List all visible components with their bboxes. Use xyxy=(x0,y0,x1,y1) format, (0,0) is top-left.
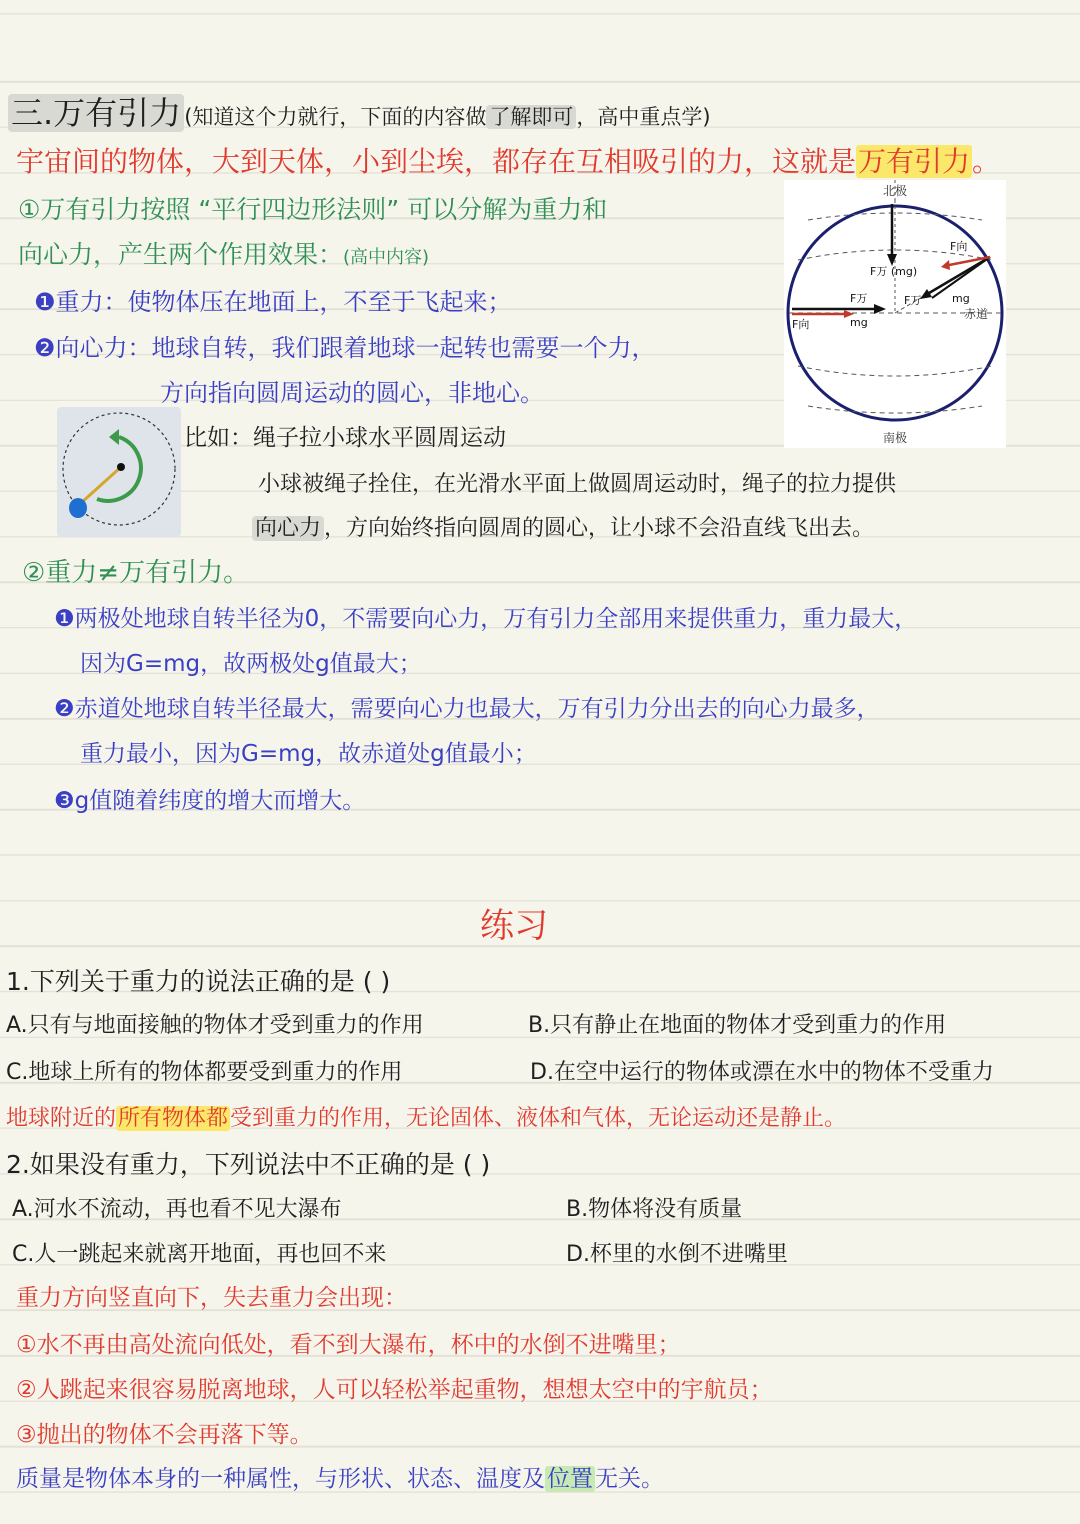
point1-line1: ①万有引力按照 “平行四边形法则” 可以分解为重力和 xyxy=(18,195,608,224)
q2-option-d: D.杯里的水倒不进嘴里 xyxy=(566,1242,788,1267)
example-line1: 小球被绳子拴住，在光滑水平面上做圆周运动时，绳子的拉力提供 xyxy=(258,472,897,497)
point2-title: ②重力≠万有引力。 xyxy=(22,558,250,588)
q2-answer-1: ①水不再由高处流向低处，看不到大瀑布，杯中的水倒不进嘴里； xyxy=(16,1332,681,1358)
q1-option-b: B.只有静止在地面的物体才受到重力的作用 xyxy=(528,1013,947,1038)
q1-option-d: D.在空中运行的物体或漂在水中的物体不受重力 xyxy=(530,1060,994,1085)
string-icon xyxy=(81,467,121,503)
q2-option-c: C.人一跳起来就离开地面，再也回不来 xyxy=(12,1242,387,1267)
point1-centripetal-line1: ❷向心力：地球自转，我们跟着地球一起转也需要一个力， xyxy=(34,334,656,362)
point1-gravity: ❶重力：使物体压在地面上，不至于飞起来； xyxy=(34,288,512,316)
point2-equator-line2: 重力最小，因为G=mg，故赤道处g值最小； xyxy=(80,741,537,767)
latitude-line xyxy=(798,366,992,376)
equator-label: 赤道 xyxy=(964,307,989,321)
q1-option-c: C.地球上所有的物体都要受到重力的作用 xyxy=(6,1060,403,1085)
f-wan-mg-label: F万 (mg) xyxy=(870,265,918,278)
ball-icon xyxy=(69,498,87,518)
point1-centripetal-line2: 方向指向圆周运动的圆心，非地心。 xyxy=(160,379,544,407)
q2-answer-intro: 重力方向竖直向下，失去重力会出现： xyxy=(16,1285,407,1311)
f-xiang-label: F向 xyxy=(950,240,968,253)
earth-diagram-svg xyxy=(784,180,1006,448)
q1-answer: 地球附近的所有物体都受到重力的作用，无论固体、液体和气体，无论运动还是静止。 xyxy=(6,1106,847,1131)
center-pivot xyxy=(117,463,125,471)
q2-answer-2: ②人跳起来很容易脱离地球，人可以轻松举起重物，想想太空中的宇航员； xyxy=(16,1377,773,1403)
mg-label: mg xyxy=(952,292,970,305)
q2-option-b: B.物体将没有质量 xyxy=(566,1197,743,1222)
section-title: 三.万有引力 xyxy=(8,94,184,132)
point1-line2: 向心力，产生两个作用效果：(高中内容) xyxy=(18,240,430,269)
question-1: 1.下列关于重力的说法正确的是 ( ) xyxy=(6,967,391,996)
ball-circular-motion-image xyxy=(57,407,181,537)
latitude-line xyxy=(808,406,982,413)
equator-f-wan-label: F万 xyxy=(850,292,868,305)
f-wan-label: F万 xyxy=(904,294,922,307)
rotation-arrow-head xyxy=(109,429,119,445)
practice-title: 练习 xyxy=(480,906,548,946)
q2-answer-3: ③抛出的物体不会再落下等。 xyxy=(16,1422,313,1448)
earth-force-diagram xyxy=(784,180,1006,448)
q2-option-a: A.河水不流动，再也看不见大瀑布 xyxy=(12,1197,342,1222)
equator-mg-label: mg xyxy=(850,316,868,329)
section-heading xyxy=(8,94,711,132)
mass-property-note: 质量是物体本身的一种属性，与形状、状态、温度及位置无关。 xyxy=(16,1466,664,1492)
point2-poles-line1: ❶两极处地球自转半径为0，不需要向心力，万有引力全部用来提供重力，重力最大， xyxy=(54,606,918,632)
north-pole-label: 北极 xyxy=(882,184,908,198)
point2-equator-line1: ❷赤道处地球自转半径最大，需要向心力也最大，万有引力分出去的向心力最多， xyxy=(54,696,880,722)
arrow-head xyxy=(920,289,932,299)
arrow-head xyxy=(941,260,950,270)
equator-f-xiang-label: F向 xyxy=(792,318,810,331)
example-line2: 向心力 ，方向始终指向圆周的圆心，让小球不会沿直线飞出去。 xyxy=(252,516,874,542)
question-2: 2.如果没有重力，下列说法中不正确的是 ( ) xyxy=(6,1150,491,1179)
gravitation-definition: 宇宙间的物体，大到天体，小到尘埃，都存在互相吸引的力，这就是万有引力。 xyxy=(16,145,1001,178)
q1-option-a: A.只有与地面接触的物体才受到重力的作用 xyxy=(6,1013,424,1038)
example-label: 比如：绳子拉小球水平圆周运动 xyxy=(184,425,506,451)
point2-latitude: ❸g值随着纬度的增大而增大。 xyxy=(54,788,366,814)
point2-poles-line2: 因为G=mg，故两极处g值最大； xyxy=(80,651,422,677)
south-pole-label: 南极 xyxy=(882,431,908,445)
ball-circular-motion-svg xyxy=(57,407,181,537)
section-note: (知道这个力就行，下面的内容做 了解即可 ，高中重点学) xyxy=(184,105,711,129)
